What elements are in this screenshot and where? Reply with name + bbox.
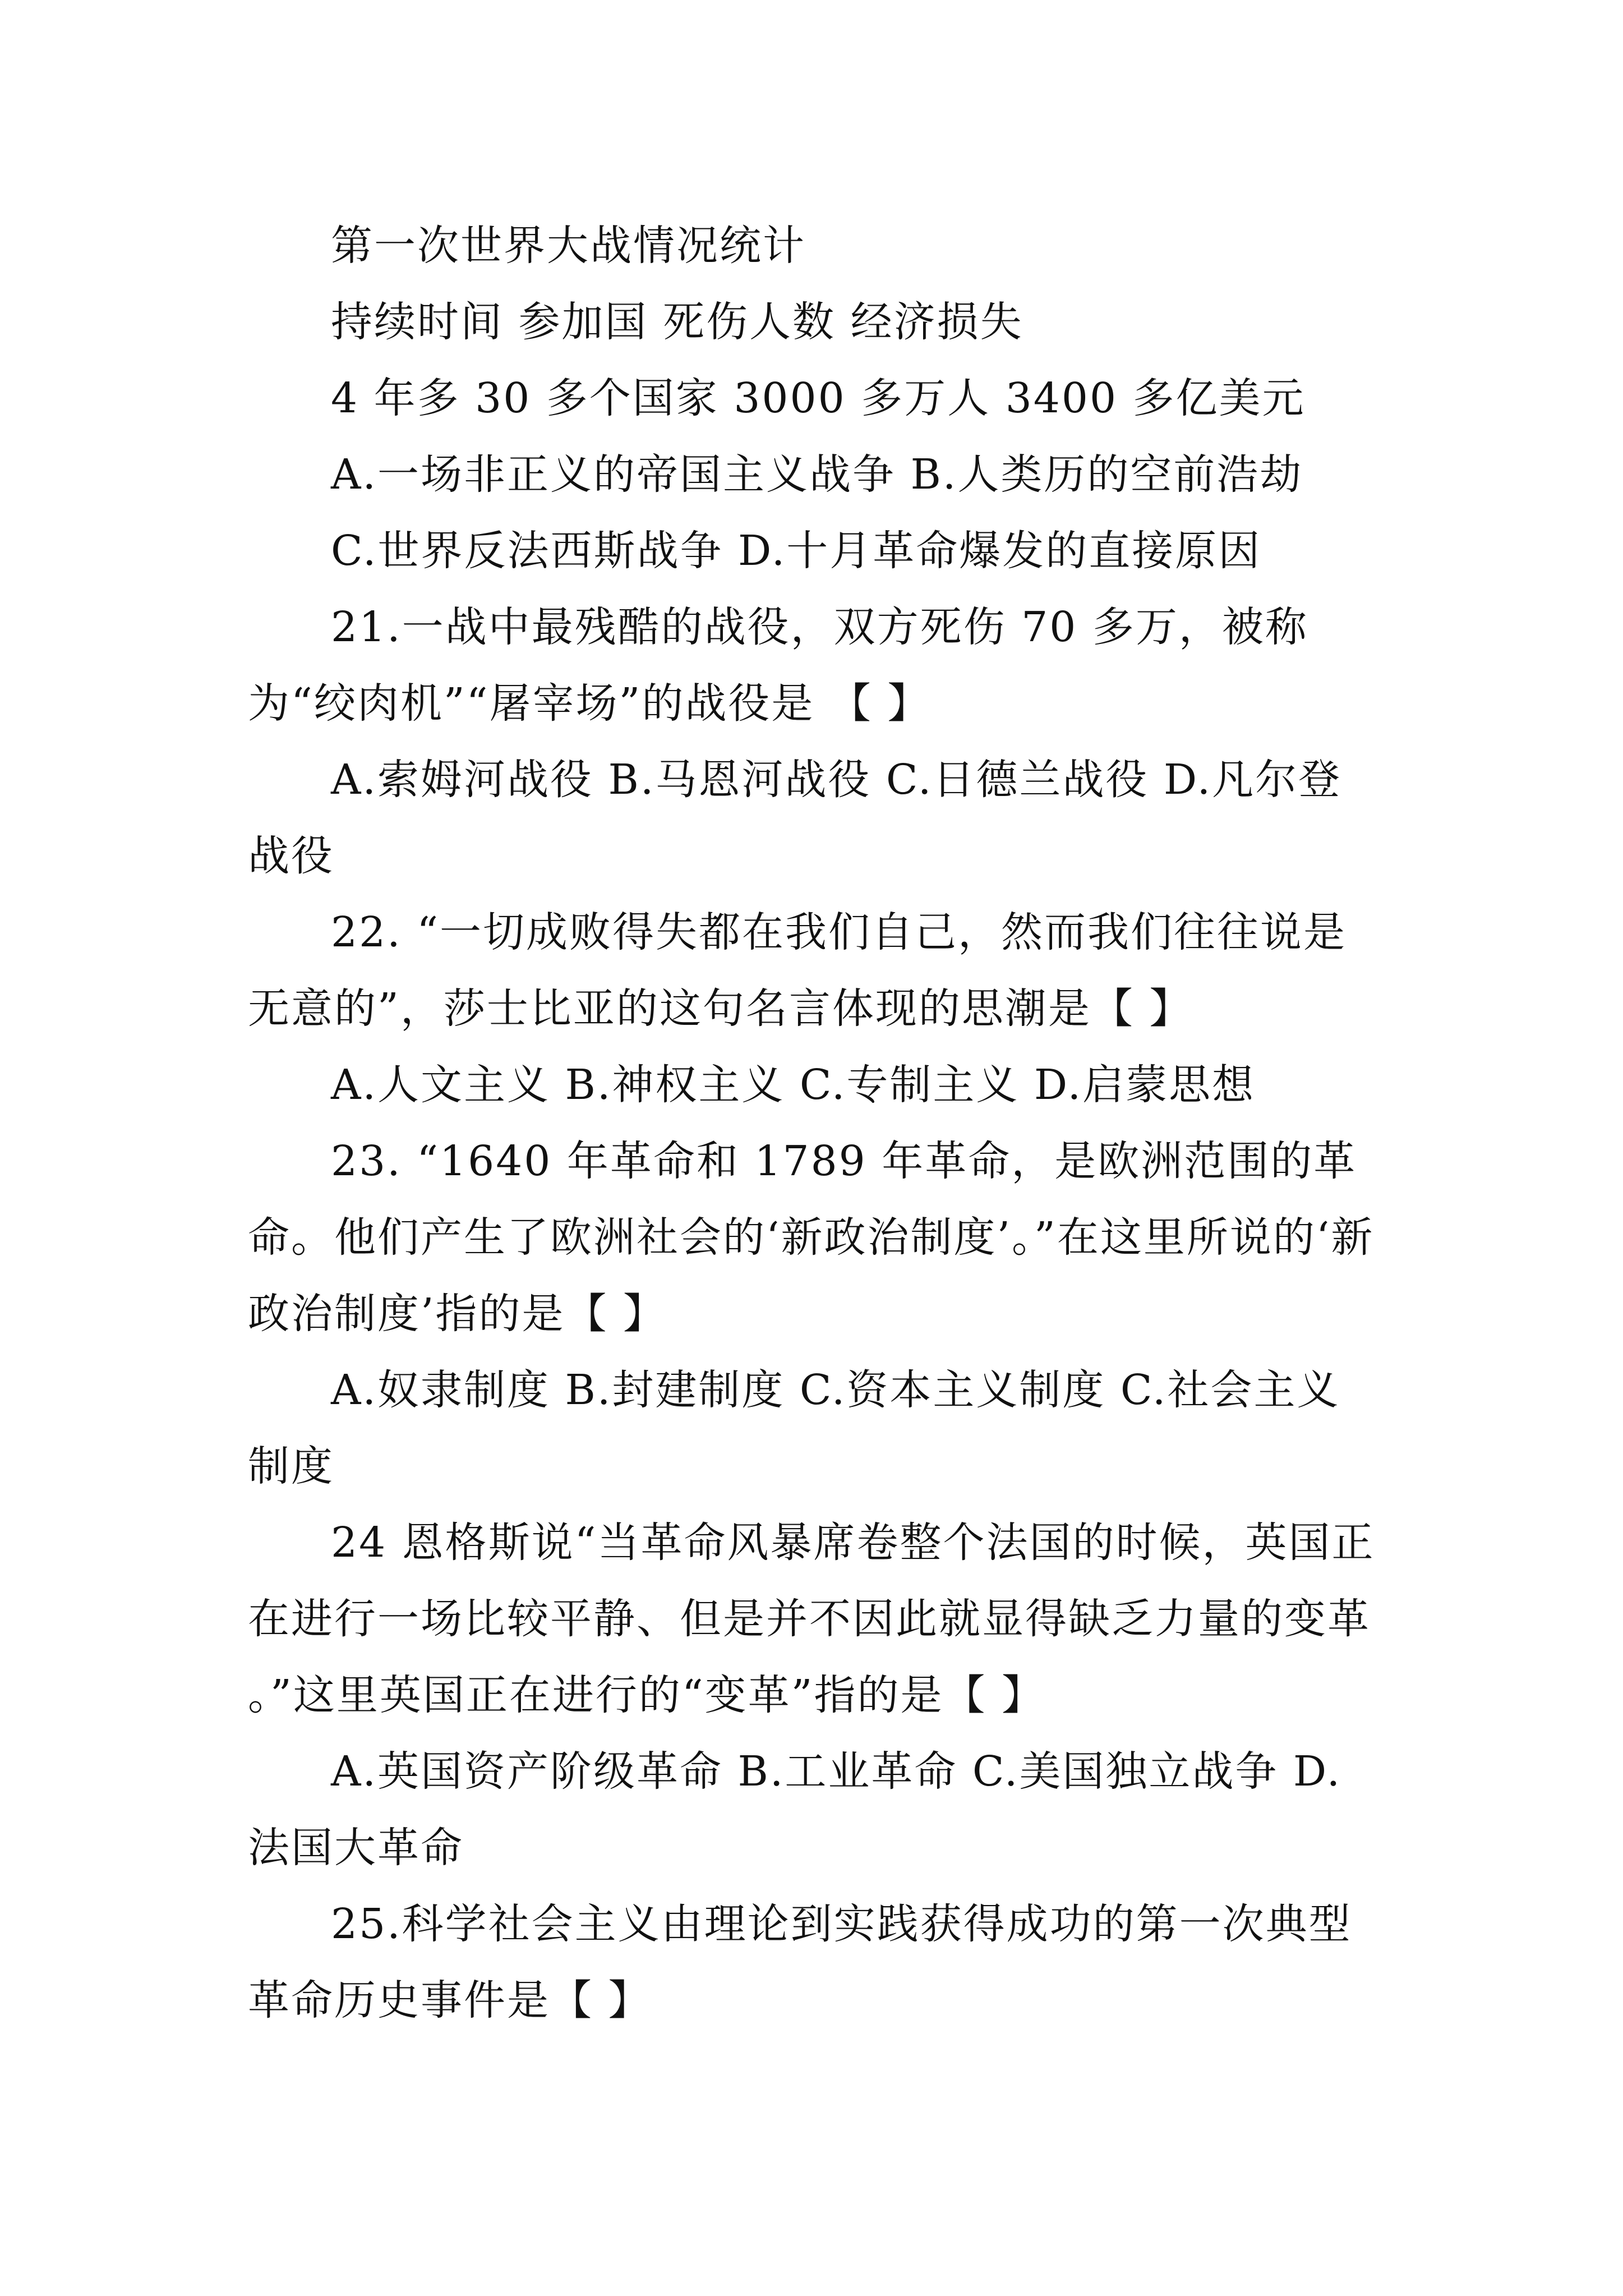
question-21-stem: 21.一战中最残酷的战役，双方死伤 70 多万，被称为“绞肉机”“屠宰场”的战役是 【 】 (248, 603, 1308, 728)
question-20-options-cd: C.世界反法西斯战争 D.十月革命爆发的直接原因 (331, 527, 1262, 575)
question-20-options-ab: A.一场非正义的帝国主义战争 B.人类历的空前浩劫 (331, 450, 1303, 499)
question-23-options: A.奴隶制度 B.封建制度 C.资本主义制度 C.社会主义制度 (248, 1366, 1340, 1490)
table-data-row: 4 年多 30 多个国家 3000 多万人 3400 多亿美元 (331, 374, 1306, 422)
question-23-stem: 23. “1640 年革命和 1789 年革命，是欧洲范围的革命。他们产生了欧洲社会的‘新政治制度’。”在这里所说的‘新政治制度’指的是【 】 (248, 1137, 1375, 1338)
question-24-stem: 24 恩格斯说“当革命风暴席卷整个法国的时候，英国正在进行一场比较平静、但是并不因此就显得缺乏力量的变革 。”这里英国正在进行的“变革”指的是【 】 (248, 1519, 1375, 1719)
question-22-stem: 22. “一切成败得失都在我们自己，然而我们往往说是无意的”，莎士比亚的这句名言体现的思潮是【 】 (248, 908, 1347, 1033)
question-22-options: A.人文主义 B.神权主义 C.专制主义 D.启蒙思想 (331, 1061, 1256, 1109)
question-24-options: A.英国资产阶级革命 B.工业革命 C.美国独立战争 D.法国大革命 (248, 1747, 1342, 1872)
question-21-options: A.索姆河战役 B.马恩河战役 C.日德兰战役 D.凡尔登战役 (248, 756, 1342, 880)
question-25-stem: 25.科学社会主义由理论到实践获得成功的第一次典型革命历史事件是【 】 (248, 1900, 1352, 2024)
table-title: 第一次世界大战情况统计 (331, 222, 806, 270)
document-body (248, 208, 1375, 2039)
table-header-row: 持续时间 参加国 死伤人数 经济损失 (331, 298, 1023, 346)
